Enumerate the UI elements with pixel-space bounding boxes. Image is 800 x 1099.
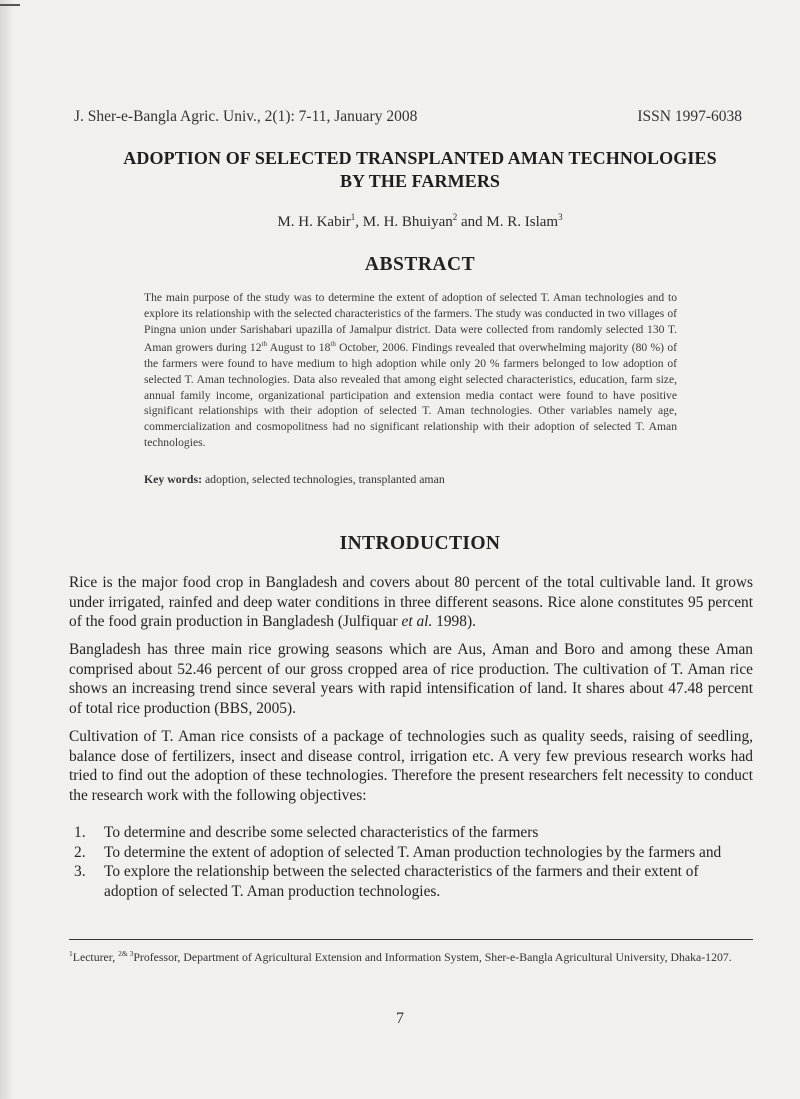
author-separator: ,: [355, 214, 363, 230]
author-list: [40, 212, 800, 231]
list-text: To determine and describe some selected characteristics of the farmers: [104, 824, 539, 841]
intro-paragraph-2: Bangladesh has three main rice growing seasons which are Aus, Aman and Boro and among these Aman comprised about 52.46 percent of our gross cropped area of rice production. The cultivation of T. Aman rice shows an increasing trend since several years with rapid intensification of land. It shares about 47.48 percent of total rice production (BBS, 2005).: [69, 641, 753, 717]
footnote-text: Professor, Department of Agricultural Extension and Information System, Sher-e-Bangla Agricultural University, Dhaka-1207.: [133, 949, 732, 964]
scan-shadow: [0, 0, 14, 1099]
intro-paragraph-3: Cultivation of T. Aman rice consists of a package of technologies such as quality seeds, raising of seedling, balance dose of fertilizers, insect and disease control, irrigation etc. A very few previous research works had tried to find out the adoption of these technologies. Therefore the present researchers felt necessity to conduct the research work with the following objectives:: [69, 728, 753, 804]
list-text: To determine the extent of adoption of selected T. Aman production technologies by the farmers and: [104, 843, 722, 861]
list-item: [74, 843, 754, 863]
author-separator: and: [457, 214, 487, 230]
author-2: M. H. Bhuiyan: [362, 214, 453, 230]
footnote-divider: [69, 939, 753, 940]
list-number: 3.: [74, 863, 86, 880]
author-1-affiliation: 1: [350, 212, 356, 222]
paper-title: [40, 147, 800, 193]
footnote-marker: 1: [69, 949, 73, 958]
keywords: [144, 472, 677, 487]
abstract-text: The main purpose of the study was to determine the extent of adoption of selected T. Aman technologies and to explore its relationship with the selected characteristics of the farmers. The study was conducted in two villages of Pingna union under Sarishabari upazilla of Jamalpur district. Data were collected from randomly selected 130 T. Aman growers during 12: [144, 291, 677, 355]
author-2-affiliation: 2: [452, 212, 458, 222]
paragraph-text: Rice is the major food crop in Bangladesh and covers about 80 percent of the total cultivable land. It grows under irrigated, rainfed and deep water conditions in three different seasons. Rice alone constitutes 95 percent of the food grain production in Bangladesh (Julfiquar: [69, 574, 753, 630]
author-1: M. H. Kabir: [277, 214, 351, 230]
ordinal-suffix: th: [330, 340, 336, 349]
list-text: To explore the relationship between the selected characteristics of the farmers and their extent of adoption of selected T. Aman production technologies.: [104, 863, 699, 900]
intro-paragraph-1: [69, 573, 753, 632]
list-number: 1.: [74, 824, 86, 841]
title-line-2: BY THE FARMERS: [339, 171, 501, 191]
abstract-text: October, 2006. Findings revealed that overwhelming majority (80 %) of the farmers were found to have medium to high adoption while only 20 % farmers belonged to low adoption of selected T. Aman technologies. Data also revealed that among eight selected characteristics, education, farm size, annual family income, organizational participation and extension media contact were found to have positive significant relationships with their adoption of selected T. Aman technologies. Other variables namely age, commercialization and cosmopolitness had no significant relationship with their adoption of selected T. Aman technologies.: [144, 341, 677, 450]
author-3: M. R. Islam: [486, 214, 559, 230]
list-number: 2.: [74, 843, 86, 861]
abstract-text: August to 18: [266, 341, 331, 355]
abstract-heading: ABSTRACT: [364, 254, 476, 275]
running-header: [74, 108, 742, 126]
ordinal-suffix: th: [261, 340, 267, 349]
introduction-heading: INTRODUCTION: [339, 533, 501, 554]
keywords-label: Key words:: [144, 472, 202, 486]
affiliation-footnote: [69, 946, 753, 965]
list-item: [74, 862, 754, 901]
abstract-body: [144, 290, 677, 451]
keywords-text: adoption, selected technologies, transplanted aman: [202, 472, 445, 486]
journal-citation: J. Sher-e-Bangla Agric. Univ., 2(1): 7-11, January 2008: [74, 108, 418, 125]
footnote-marker: 2& 3: [118, 949, 134, 958]
title-line-1: ADOPTION OF SELECTED TRANSPLANTED AMAN TECHNOLOGIES: [123, 148, 717, 168]
issn: ISSN 1997-6038: [637, 108, 742, 125]
author-3-affiliation: 3: [558, 212, 563, 222]
scan-mark: [0, 4, 20, 6]
objectives-list: [74, 823, 754, 901]
list-item: [74, 823, 754, 843]
page-number: 7: [396, 1010, 404, 1027]
footnote-text: Lecturer,: [72, 949, 119, 964]
citation-etal: et al.: [401, 613, 433, 630]
paragraph-text: 1998).: [432, 613, 476, 630]
